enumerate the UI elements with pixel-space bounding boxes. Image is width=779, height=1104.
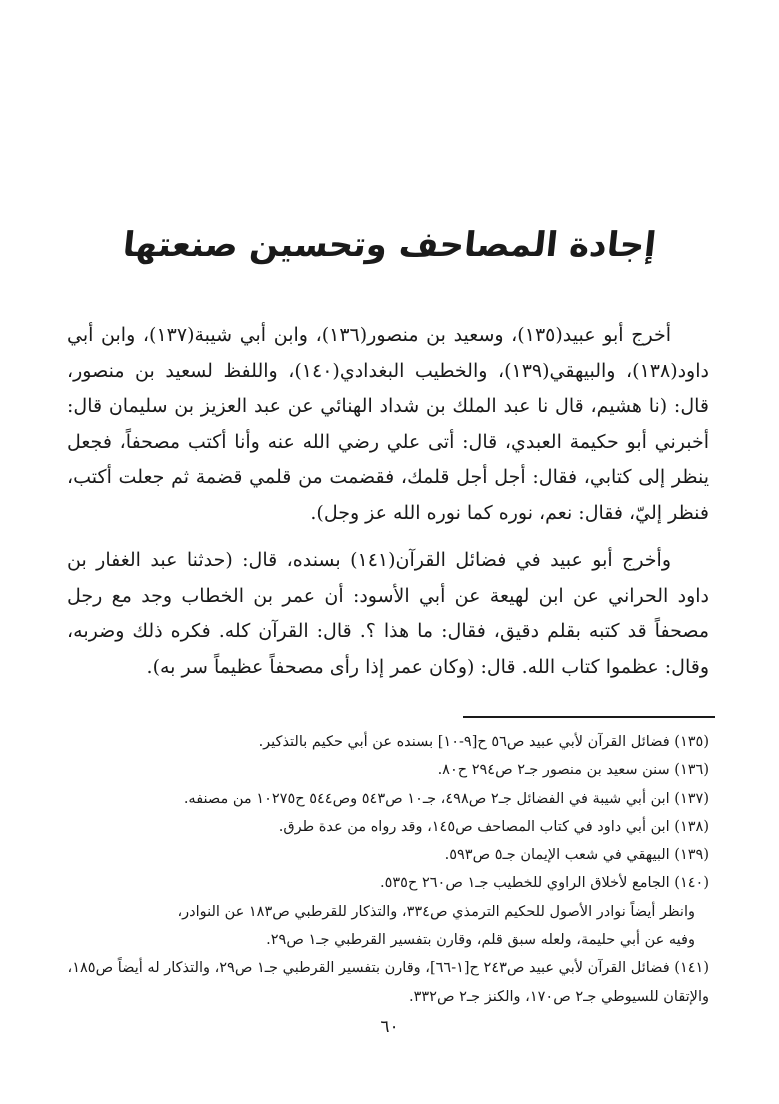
footnote-136: (١٣٦) سنن سعيد بن منصور جـ٢ ص٢٩٤ ح٨٠. <box>437 762 709 779</box>
paragraph-2: وأخرج أبو عبيد في فضائل القرآن(١٤١) بسنده، قال: (حدثنا عبد الغفار بن داود الحراني عن ابن لهيعة عن أبي الأسود: أن عمر بن الخطاب وجد مع رجل مصحفاً قد كتبه بقلم دقيق، فقال: ما هذا ؟. قال: القرآن كله. فكره ذلك وضربه، وقال: عظموا كتاب الله. قال: (وكان عمر إذا رأى مصحفاً عظيماً سر به). <box>67 549 709 678</box>
footnote-140: (١٤٠) الجامع لأخلاق الراوي للخطيب جـ١ ص٢٦٠ ح٥٣٥. <box>380 875 709 892</box>
footnote-separator <box>463 716 715 718</box>
footnote-135: (١٣٥) فضائل القرآن لأبي عبيد ص٥٦ ح[٩-١٠] بسنده عن أبي حكيم بالتذكير. <box>258 734 709 750</box>
footnote-140-continuation-line-2: وفيه عن أبي حليمة، ولعله سبق قلم، وقارن بتفسير القرطبي جـ١ ص٢٩. <box>266 932 695 949</box>
footnote-141: (١٤١) فضائل القرآن لأبي عبيد ص٢٤٣ ح[١-٦٦]، وقارن بتفسير القرطبي جـ١ ص٢٩، والتذكار له أيضاً ص١٨٥، والإتقان للسيوطي جـ٢ ص١٧٠، والكنز جـ٢ ص٣٣٢. <box>67 960 709 1005</box>
footnotes <box>67 728 709 1011</box>
main-body <box>67 318 709 685</box>
chapter-title: إجادة المصاحف وتحسين صنعتها <box>120 225 659 265</box>
footnote-140-continuation-line-1: وانظر أيضاً نوادر الأصول للحكيم الترمذي ص٣٣٤، والتذكار للقرطبي ص١٨٣ عن النوادر، <box>177 903 695 920</box>
footnote-139: (١٣٩) البيهقي في شعب الإيمان جـ٥ ص٥٩٣. <box>444 847 709 864</box>
footnote-138: (١٣٨) ابن أبي داود في كتاب المصاحف ص١٤٥، وقد رواه من عدة طرق. <box>278 818 709 835</box>
page-number: ٦٠ <box>380 1017 399 1037</box>
paragraph-1: أخرج أبو عبيد(١٣٥)، وسعيد بن منصور(١٣٦)، وابن أبي شيبة(١٣٧)، وابن أبي داود(١٣٨)، والبيهقي(١٣٩)، والخطيب البغدادي(١٤٠)، واللفظ لسعيد بن منصور، قال: (نا هشيم، قال نا عبد الملك بن شداد الهنائي عن عبد العزيز بن سليمان قال: أخبرني أبو حكيمة العبدي، قال: أتى علي رضي الله عنه وأنا أكتب مصحفاً، فجعل ينظر إلى كتابي، فقال: أجل أجل قلمك، فقضمت من قلمي قضمة ثم جعلت أكتب، فنظر إليّ، فقال: نعم، نوره كما نوره الله عز وجل). <box>67 324 709 524</box>
footnote-137: (١٣٧) ابن أبي شيبة في الفضائل جـ٢ ص٤٩٨، جـ١٠ ص٥٤٣ وص٥٤٤ ح١٠٢٧٥ من مصنفه. <box>183 790 709 807</box>
